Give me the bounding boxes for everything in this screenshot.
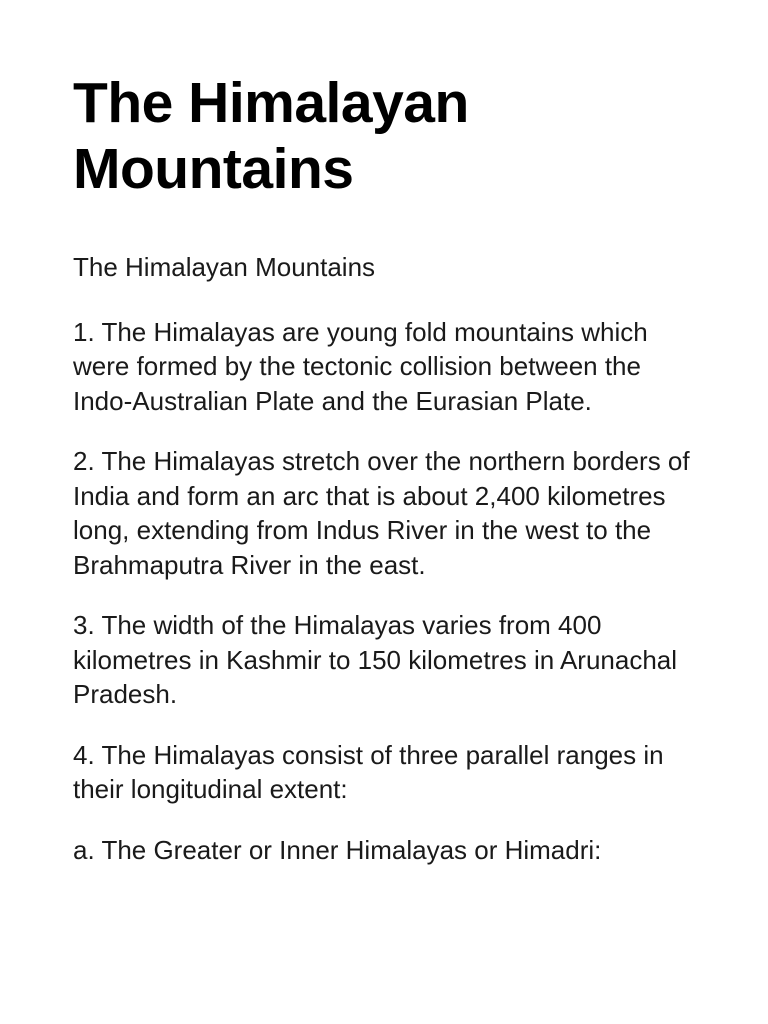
document-subtitle: The Himalayan Mountains — [73, 252, 376, 282]
paragraph-4: 4. The Himalayas consist of three parallel ranges in their longitudinal extent: — [73, 739, 664, 804]
paragraph-4a: a. The Greater or Inner Himalayas or Himadri: — [73, 834, 602, 865]
page-title: The Himalayan Mountains — [73, 71, 469, 201]
paragraph-1: 1. The Himalayas are young fold mountains which were formed by the tectonic collision between the Indo-Australian Plate and the Eurasian Plate. — [73, 316, 648, 416]
paragraph-2: 2. The Himalayas stretch over the northern borders of India and form an arc that is about 2,400 kilometres long, extending from Indus River in the west to the Brahmaputra River in the east. — [73, 446, 690, 580]
paragraph-3: 3. The width of the Himalayas varies from 400 kilometres in Kashmir to 150 kilometres in Arunachal Pradesh. — [73, 610, 678, 709]
